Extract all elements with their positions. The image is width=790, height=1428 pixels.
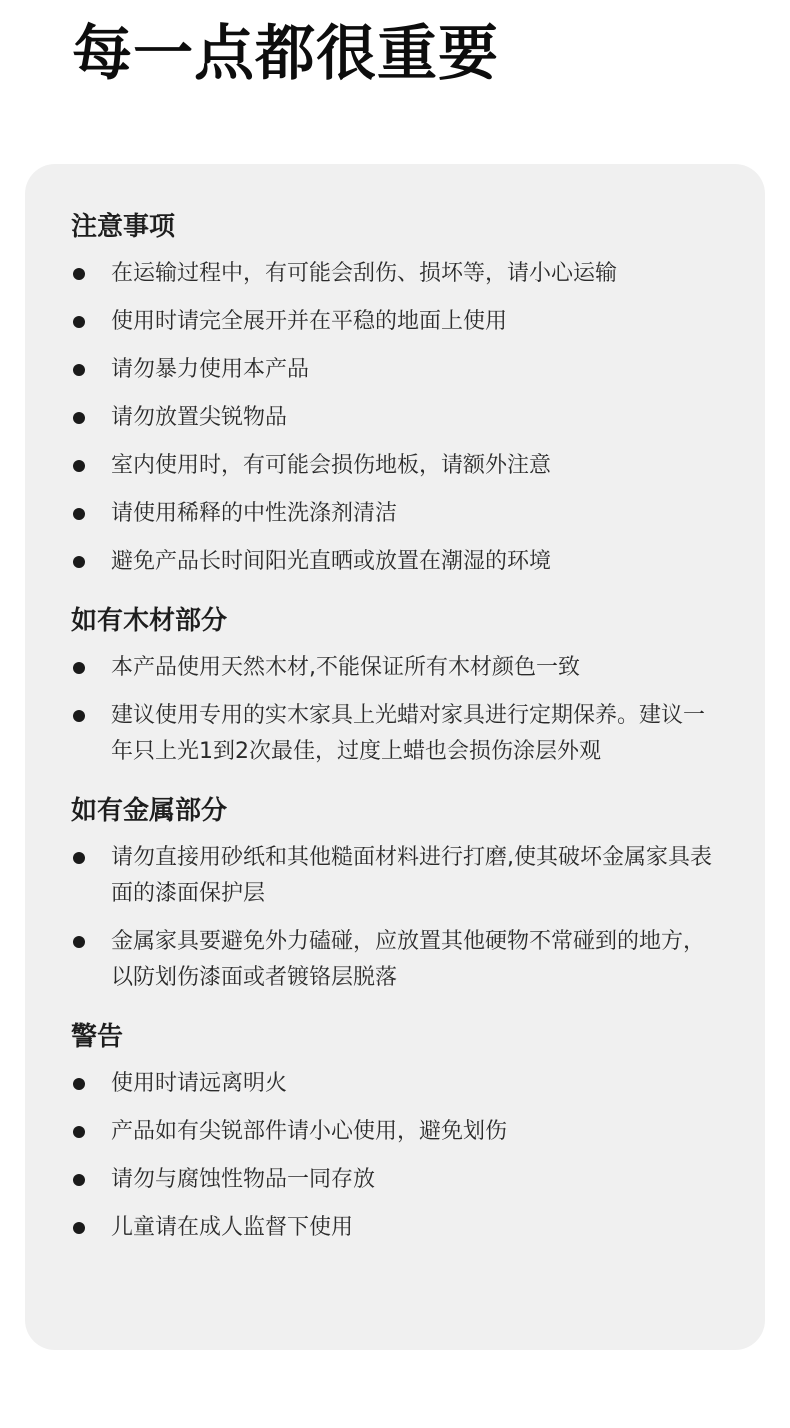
list-item-text: 室内使用时，有可能会损伤地板，请额外注意 xyxy=(111,453,552,478)
bullet-icon xyxy=(73,460,85,472)
section-heading: 如有金属部分 xyxy=(71,796,228,826)
list-item xyxy=(71,448,725,484)
section-heading: 警告 xyxy=(71,1022,124,1052)
list-item xyxy=(71,1210,725,1246)
bullet-list xyxy=(71,256,725,580)
bullet-icon xyxy=(73,316,85,328)
bullet-list xyxy=(71,840,725,996)
list-item-text: 请勿放置尖锐物品 xyxy=(111,405,288,430)
list-item xyxy=(71,352,725,388)
list-item xyxy=(71,256,725,292)
list-item xyxy=(71,1114,725,1150)
list-item xyxy=(71,1066,725,1102)
list-item xyxy=(71,544,725,580)
list-item xyxy=(71,1162,725,1198)
bullet-icon xyxy=(73,268,85,280)
section-metal xyxy=(71,792,725,996)
list-item xyxy=(71,924,725,996)
section-notes xyxy=(71,208,725,580)
list-item-text: 使用时请完全展开并在平稳的地面上使用 xyxy=(111,309,508,334)
list-item-text: 避免产品长时间阳光直晒或放置在潮湿的环境 xyxy=(111,549,552,574)
list-item-text: 儿童请在成人监督下使用 xyxy=(111,1215,354,1240)
bullet-icon xyxy=(73,662,85,674)
page-title: 每一点都很重要 xyxy=(72,19,499,89)
list-item-text: 在运输过程中，有可能会刮伤、损坏等，请小心运输 xyxy=(111,261,618,286)
bullet-icon xyxy=(73,556,85,568)
list-item xyxy=(71,304,725,340)
bullet-icon xyxy=(73,1222,85,1234)
list-item-text: 金属家具要避免外力磕碰，应放置其他硬物不常碰到的地方，以防划伤漆面或者镀铬层脱落 xyxy=(111,929,706,990)
list-item-text: 请使用稀释的中性洗涤剂清洁 xyxy=(111,501,398,526)
list-item xyxy=(71,400,725,436)
bullet-icon xyxy=(73,936,85,948)
bullet-list xyxy=(71,1066,725,1246)
section-warning xyxy=(71,1018,725,1246)
bullet-icon xyxy=(73,1174,85,1186)
list-item-text: 本产品使用天然木材,不能保证所有木材颜色一致 xyxy=(111,655,580,680)
bullet-icon xyxy=(73,364,85,376)
section-wood xyxy=(71,602,725,770)
list-item-text: 产品如有尖锐部件请小心使用，避免划伤 xyxy=(111,1119,508,1144)
list-item-text: 请勿暴力使用本产品 xyxy=(111,357,310,382)
bullet-icon xyxy=(73,508,85,520)
list-item-text: 建议使用专用的实木家具上光蜡对家具进行定期保养。建议一年只上光1到2次最佳，过度上蜡也会损伤涂层外观 xyxy=(111,703,706,764)
bullet-icon xyxy=(73,1126,85,1138)
list-item xyxy=(71,840,725,912)
list-item xyxy=(71,650,725,686)
bullet-icon xyxy=(73,412,85,424)
section-heading: 如有木材部分 xyxy=(71,606,228,636)
bullet-icon xyxy=(73,1078,85,1090)
list-item-text: 使用时请远离明火 xyxy=(111,1071,288,1096)
section-heading: 注意事项 xyxy=(71,212,176,242)
list-item-text: 请勿与腐蚀性物品一同存放 xyxy=(111,1167,376,1192)
bullet-icon xyxy=(73,710,85,722)
list-item-text: 请勿直接用砂纸和其他糙面材料进行打磨,使其破坏金属家具表面的漆面保护层 xyxy=(111,845,712,906)
care-instructions-card xyxy=(25,164,765,1350)
bullet-list xyxy=(71,650,725,770)
bullet-icon xyxy=(73,852,85,864)
list-item xyxy=(71,496,725,532)
list-item xyxy=(71,698,725,770)
